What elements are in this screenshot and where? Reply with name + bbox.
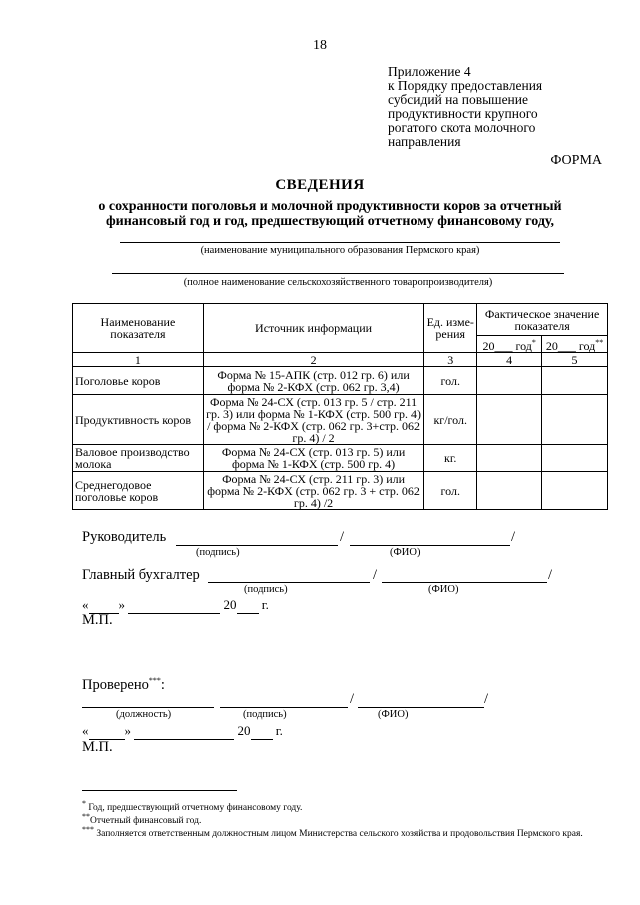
footnote-mark: ** xyxy=(595,337,604,347)
year-prefix: 20 xyxy=(482,338,495,353)
checker-fio-field[interactable] xyxy=(358,707,484,708)
producer-field[interactable] xyxy=(112,273,564,274)
separator-slash: / xyxy=(484,691,489,707)
value-cell-year-1[interactable] xyxy=(477,472,542,510)
year-suffix: год xyxy=(578,338,596,353)
footnote-mark: * xyxy=(531,337,536,347)
footnote-text: Отчетный финансовый год. xyxy=(90,816,202,827)
quote-close: » xyxy=(118,597,125,612)
date-year-field[interactable] xyxy=(251,723,273,740)
value-cell-year-1[interactable] xyxy=(477,367,542,395)
row-unit: кг/гол. xyxy=(424,395,477,445)
header-actual-value: Фактическое значение показателя xyxy=(477,304,608,336)
column-number: 3 xyxy=(424,353,477,367)
form-label: ФОРМА xyxy=(550,153,602,168)
separator-slash: / xyxy=(340,529,345,545)
document-title: СВЕДЕНИЯ xyxy=(275,177,365,193)
header-source: Источник информации xyxy=(203,304,423,353)
indicators-table xyxy=(72,303,608,510)
row-source: Форма № 24-СХ (стр. 211 гр. 3) или форма № 2-КФХ (стр. 062 гр. 3 + стр. 062 гр. 4) /2 xyxy=(203,472,423,510)
signature-caption: (подпись) xyxy=(196,547,240,558)
accountant-signature-field[interactable] xyxy=(208,582,370,583)
row-source: Форма № 15-АПК (стр. 012 гр. 6) или форма № 2-КФХ (стр. 062 гр. 3,4) xyxy=(203,367,423,395)
fio-caption: (ФИО) xyxy=(390,547,421,558)
footnote-mark: *** xyxy=(82,825,94,834)
position-field[interactable] xyxy=(82,707,214,708)
head-label: Руководитель xyxy=(82,529,167,545)
separator-slash: / xyxy=(373,567,378,583)
year-prefix: 20 xyxy=(545,338,558,353)
header-year-2: 20___ год** xyxy=(542,336,608,353)
row-name: Валовое производство молока xyxy=(73,445,204,472)
checked-text: Проверено xyxy=(82,676,149,693)
page-number: 18 xyxy=(313,38,327,53)
head-signature-field[interactable] xyxy=(176,545,338,546)
fio-caption: (ФИО) xyxy=(378,709,409,720)
year-prefix: 20 xyxy=(223,597,237,612)
year-suffix: год xyxy=(515,338,532,353)
row-name: Среднегодовое поголовье коров xyxy=(73,472,204,510)
date-month-field[interactable] xyxy=(128,597,220,614)
seal-label: М.П. xyxy=(82,612,113,628)
row-unit: гол. xyxy=(424,367,477,395)
quote-close: » xyxy=(124,723,131,738)
row-source: Форма № 24-СХ (стр. 013 гр. 5) или форма № 1-КФХ (стр. 500 гр. 4) xyxy=(203,445,423,472)
head-fio-field[interactable] xyxy=(350,545,510,546)
column-number: 1 xyxy=(73,353,204,367)
seal-label: М.П. xyxy=(82,739,113,755)
date-day-field[interactable] xyxy=(89,723,125,740)
subtitle-line-1: о сохранности поголовья и молочной продуктивности коров за отчетный xyxy=(98,199,562,214)
value-cell-year-2[interactable] xyxy=(542,445,608,472)
checker-signature-field[interactable] xyxy=(220,707,348,708)
table-row xyxy=(73,472,608,510)
separator-slash: / xyxy=(350,691,355,707)
municipality-field[interactable] xyxy=(120,242,560,243)
quote-open: « xyxy=(82,723,89,738)
footnote-separator xyxy=(82,790,237,791)
position-caption: (должность) xyxy=(116,709,172,720)
year-prefix: 20 xyxy=(237,723,251,738)
quote-open: « xyxy=(82,597,89,612)
row-unit: гол. xyxy=(424,472,477,510)
row-name: Продуктивность коров xyxy=(73,395,204,445)
checked-date-line xyxy=(82,723,283,740)
value-cell-year-1[interactable] xyxy=(477,445,542,472)
date-year-field[interactable] xyxy=(237,597,259,614)
value-cell-year-2[interactable] xyxy=(542,367,608,395)
year-suffix: г. xyxy=(261,597,269,612)
separator-slash: / xyxy=(548,567,553,583)
producer-caption: (полное наименование сельскохозяйственного товаропроизводителя) xyxy=(183,277,493,288)
accountant-label: Главный бухгалтер xyxy=(82,567,200,583)
row-unit: кг. xyxy=(424,445,477,472)
footnote-mark: * xyxy=(82,799,86,808)
row-name: Поголовье коров xyxy=(73,367,204,395)
row-source: Форма № 24-СХ (стр. 013 гр. 5 / стр. 211 гр. 3) или форма № 1-КФХ (стр. 500 гр. 4) / форма № 2-КФХ (стр. 062 гр. 3+стр. 062 гр. 4) / 2 xyxy=(203,395,423,445)
header-unit: Ед. изме-рения xyxy=(424,304,477,353)
value-cell-year-1[interactable] xyxy=(477,395,542,445)
header-indicator-name: Наименование показателя xyxy=(73,304,204,353)
column-number: 2 xyxy=(203,353,423,367)
subtitle-line-2: финансовый год и год, предшествующий отчетному финансовому году, xyxy=(105,214,555,229)
header-year-1: 20___ год* xyxy=(477,336,542,353)
footnote-mark: ** xyxy=(82,812,90,821)
signature-caption: (подпись) xyxy=(244,584,288,595)
table-row xyxy=(73,367,608,395)
document-subtitle xyxy=(60,199,600,229)
fio-caption: (ФИО) xyxy=(428,584,459,595)
footnote-text: Заполняется ответственным должностным лицом Министерства сельского хозяйства и продовольствия Пермского края. xyxy=(96,829,583,840)
year-suffix: г. xyxy=(275,723,283,738)
accountant-fio-field[interactable] xyxy=(382,582,547,583)
value-cell-year-2[interactable] xyxy=(542,395,608,445)
date-month-field[interactable] xyxy=(134,723,234,740)
footnote-3 xyxy=(82,824,600,840)
footnote-mark: *** xyxy=(148,676,161,685)
separator-slash: / xyxy=(511,529,516,545)
column-number: 4 xyxy=(477,353,542,367)
appendix-reference: Приложение 4 к Порядку предоставления субсидий на повышение продуктивности крупного рогатого скота молочного направления xyxy=(388,64,543,149)
municipality-caption: (наименование муниципального образования Пермского края) xyxy=(200,245,480,256)
table-row xyxy=(73,395,608,445)
footnote-text: Год, предшествующий отчетному финансовому году. xyxy=(88,803,303,814)
column-number: 5 xyxy=(542,353,608,367)
signature-caption: (подпись) xyxy=(243,709,287,720)
checked-label: Проверено***: xyxy=(82,676,165,693)
value-cell-year-2[interactable] xyxy=(542,472,608,510)
table-row xyxy=(73,445,608,472)
